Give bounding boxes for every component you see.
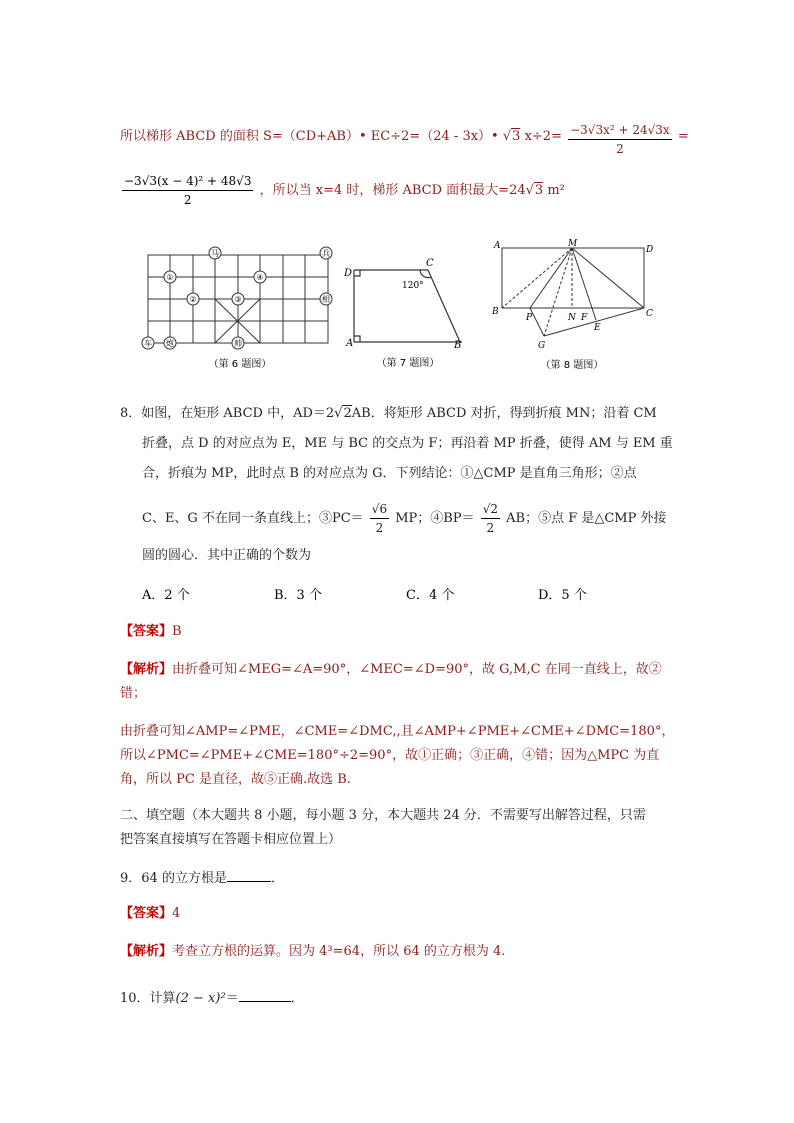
- figure-7: [340, 240, 480, 375]
- q7-solution-line1: [120, 118, 689, 155]
- q7-line1-mid: x÷2=: [524, 129, 562, 144]
- q8-analysis3: 由折叠可知∠AMP=∠PME，∠CME=∠DMC,,且∠AMP+∠PME+∠CME+∠DMC=180°，: [120, 724, 675, 739]
- q8-line5: 圆的圆心．其中正确的个数为: [142, 548, 312, 563]
- svg-text:C: C: [426, 258, 434, 269]
- sqrt-3: √ 3: [503, 128, 521, 144]
- option-b: B．3 个: [274, 588, 322, 603]
- q8-analysis1: 【解析】由折叠可知∠MEG=∠A=90°，∠MEC=∠D=90°，故 G,M,C 在同一直线上，故②: [120, 662, 662, 677]
- q9-answer: 【答案】4: [120, 906, 181, 921]
- svg-text:120°: 120°: [402, 281, 424, 291]
- svg-text:②: ②: [189, 295, 197, 304]
- q8-analysis4: 所以∠PMC=∠PME+∠CME=180°÷2=90°，故①正确；③正确，④错；因为△MPC 为直: [120, 748, 660, 763]
- svg-text:马: 马: [211, 249, 219, 258]
- q8-line3: 合，折痕为 MP，此时点 B 的对应点为 G．下列结论：①△CMP 是直角三角形；②点: [142, 466, 637, 481]
- svg-text:F: F: [581, 313, 588, 323]
- q8-line4: C、E、G 不在同一条直线上；③PC＝ $\frac{√6}{2}$ MP；④BP＝ $\frac{√2}{2}$ AB；⑤点 F 是△CMP 外接: [142, 502, 667, 535]
- svg-text:④: ④: [256, 273, 264, 282]
- fig7-caption: （第 7 题图）: [376, 358, 440, 369]
- option-c: C．4 个: [406, 588, 455, 603]
- q7-line1-eq: =: [677, 129, 689, 144]
- figure-6: [140, 243, 340, 373]
- option-a: A．2 个: [142, 588, 190, 603]
- q8-analysis5: 角，所以 PC 是直径，故⑤正确.故选 B.: [120, 772, 351, 787]
- svg-text:炮: 炮: [166, 339, 174, 348]
- option-d: D．5 个: [538, 588, 587, 603]
- q10-blank[interactable]: [239, 988, 291, 1002]
- svg-text:G: G: [538, 341, 546, 351]
- svg-text:C: C: [646, 309, 653, 319]
- sqrt-2: √ 2: [334, 405, 352, 421]
- svg-text:兵: 兵: [322, 249, 330, 258]
- fig8-caption: （第 8 题图）: [540, 360, 604, 371]
- svg-text:③: ③: [234, 295, 242, 304]
- q10-question: 10．计算(2 − x)²＝ ．: [120, 988, 304, 1009]
- svg-text:P: P: [526, 313, 533, 323]
- svg-text:A: A: [346, 338, 354, 349]
- svg-text:D: D: [646, 245, 654, 255]
- sqrt-3b: √ 3: [526, 182, 544, 198]
- svg-text:B: B: [454, 340, 462, 351]
- svg-text:B: B: [492, 307, 499, 317]
- svg-text:相: 相: [322, 295, 330, 304]
- section2-line2: 把答案直接填写在答题卡相应位置上）: [120, 832, 342, 847]
- fig6-caption: （第 6 题图）: [208, 359, 272, 370]
- q7-frac2: $\frac{\text{−3√3(x − 4)² + 48√3}}{2}$: [124, 174, 252, 207]
- section2-line1: 二、填空题（本大题共 8 小题，每小题 3 分，本大题共 24 分．不需要写出解答过程，只需: [120, 808, 646, 823]
- frac-sqrt6-over-2: $\frac{√6}{2}$: [371, 502, 388, 535]
- svg-text:A: A: [494, 241, 501, 251]
- q9-blank[interactable]: [227, 868, 271, 882]
- svg-text:M: M: [568, 239, 578, 249]
- q7-frac1: $\frac{\text{−3√3x² + 24√3x}}{2}$: [570, 123, 670, 156]
- q9-analysis: 【解析】考查立方根的运算。因为 4³=64，所以 64 的立方根为 4.: [120, 944, 506, 959]
- q8-line1: 8．如图，在矩形 ABCD 中，AD＝2√ 2AB．将矩形 ABCD 对折，得到折痕 MN；沿着 CM: [120, 404, 657, 424]
- svg-text:E: E: [594, 323, 601, 333]
- svg-text:D: D: [344, 268, 353, 279]
- q8-answer: 【答案】B: [120, 624, 182, 639]
- q7-solution-line2: [120, 172, 565, 209]
- svg-text:车: 车: [144, 339, 152, 348]
- q7-line2-unit: m²: [547, 183, 565, 198]
- q7-line2-suffix: ，所以当 x=4 时，梯形 ABCD 面积最大=24: [259, 183, 526, 198]
- figure-8: [488, 238, 658, 376]
- frac-sqrt2-over-2: $\frac{√2}{2}$: [482, 502, 498, 535]
- svg-text:①: ①: [166, 273, 174, 282]
- q7-line1-prefix: 所以梯形 ABCD 的面积 S=（CD+AB）• EC÷2=（24 - 3x）•: [120, 129, 499, 144]
- q8-analysis2: 错；: [120, 686, 147, 701]
- svg-text:帅: 帅: [234, 339, 242, 348]
- q8-line2: 折叠，点 D 的对应点为 E，ME 与 BC 的交点为 F；再沿着 MP 折叠，使得 AM 与 EM 重: [142, 436, 673, 451]
- svg-text:N: N: [568, 313, 576, 323]
- q9-question: 9．64 的立方根是 ．: [120, 868, 284, 889]
